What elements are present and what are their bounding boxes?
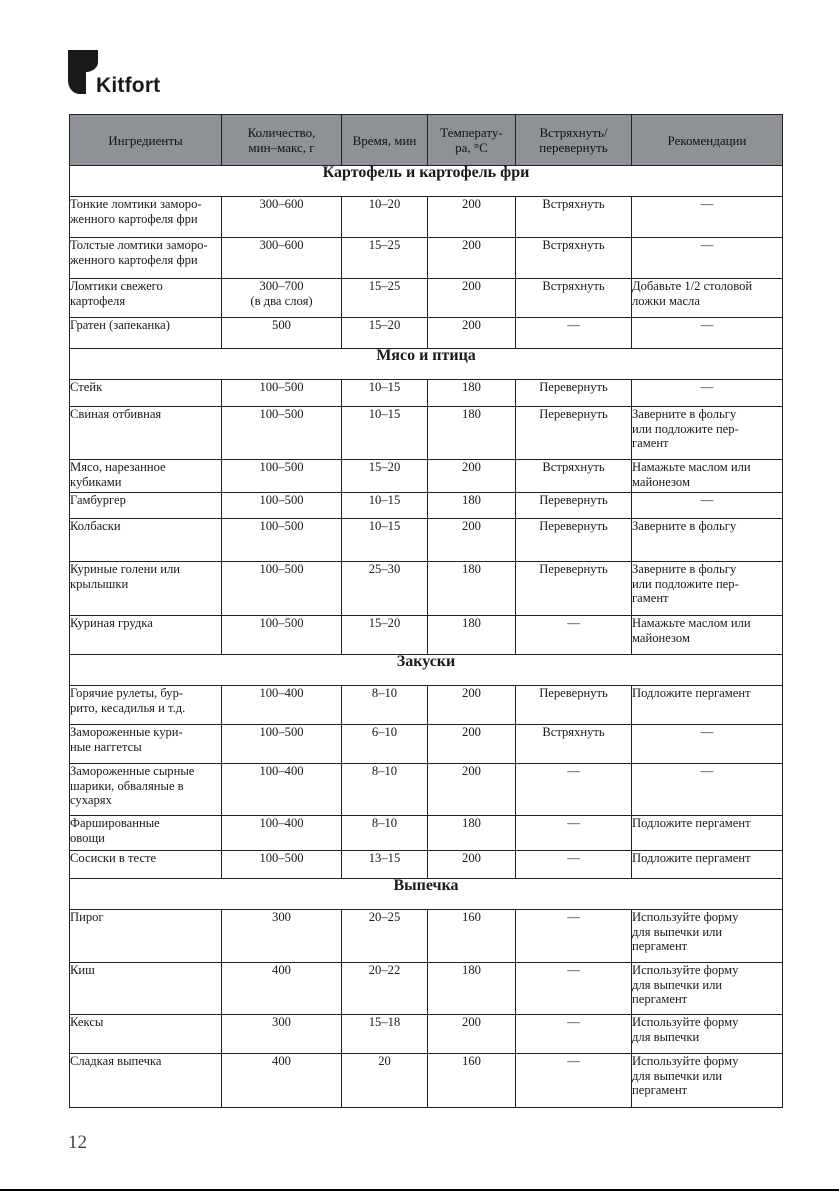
cell-time: 10–15 — [342, 519, 428, 562]
cell-recommendation: Добавьте 1/2 столовой ложки масла — [632, 279, 783, 318]
cell-time: 10–15 — [342, 407, 428, 460]
cell-time: 25–30 — [342, 562, 428, 616]
cell-ingredient: Толстые ломтики заморо- женного картофеля фри — [70, 238, 222, 279]
cell-action: — — [516, 816, 632, 851]
cell-time: 15–18 — [342, 1015, 428, 1054]
cell-quantity: 300 — [222, 910, 342, 963]
cell-time: 15–25 — [342, 238, 428, 279]
cell-ingredient: Гратен (запеканка) — [70, 318, 222, 349]
cell-action: — — [516, 851, 632, 879]
table-row — [70, 725, 783, 764]
section-title: Картофель и картофель фри — [70, 166, 783, 197]
table-row — [70, 318, 783, 349]
cell-temperature: 200 — [428, 238, 516, 279]
cell-ingredient: Гамбургер — [70, 493, 222, 519]
cell-ingredient: Стейк — [70, 380, 222, 407]
table-row — [70, 1015, 783, 1054]
table-row — [70, 562, 783, 616]
cell-quantity: 100–500 — [222, 519, 342, 562]
cell-ingredient: Куриные голени или крылышки — [70, 562, 222, 616]
brand-name: Kitfort — [96, 74, 161, 97]
cell-recommendation: — — [632, 764, 783, 816]
table-row — [70, 764, 783, 816]
cell-time: 15–20 — [342, 460, 428, 493]
cell-time: 15–25 — [342, 279, 428, 318]
section-pastry-row — [70, 879, 783, 910]
cell-time: 8–10 — [342, 816, 428, 851]
cell-quantity: 100–400 — [222, 686, 342, 725]
cell-recommendation: Заверните в фольгу или подложите пер- гамент — [632, 562, 783, 616]
cell-ingredient: Свиная отбивная — [70, 407, 222, 460]
cell-ingredient: Фаршированные овощи — [70, 816, 222, 851]
cell-temperature: 200 — [428, 686, 516, 725]
cell-quantity: 400 — [222, 963, 342, 1015]
cell-recommendation: Используйте форму для выпечки или пергамент — [632, 910, 783, 963]
cell-action: Встряхнуть — [516, 238, 632, 279]
cell-ingredient: Пирог — [70, 910, 222, 963]
cell-temperature: 200 — [428, 197, 516, 238]
header-quantity: Количество, мин–макс, г — [222, 115, 342, 166]
table-row — [70, 616, 783, 655]
header-time: Время, мин — [342, 115, 428, 166]
cell-action: — — [516, 963, 632, 1015]
table-row — [70, 910, 783, 963]
cell-ingredient: Замороженные сырные шарики, обваляные в сухарях — [70, 764, 222, 816]
table-row — [70, 519, 783, 562]
cell-time: 15–20 — [342, 318, 428, 349]
cell-temperature: 200 — [428, 764, 516, 816]
cell-temperature: 160 — [428, 1054, 516, 1108]
cell-ingredient: Сладкая выпечка — [70, 1054, 222, 1108]
cell-temperature: 200 — [428, 1015, 516, 1054]
section-title: Закуски — [70, 655, 783, 686]
cell-recommendation: Подложите пергамент — [632, 686, 783, 725]
cell-time: 20–22 — [342, 963, 428, 1015]
cell-temperature: 200 — [428, 851, 516, 879]
cell-temperature: 180 — [428, 493, 516, 519]
cell-recommendation: Используйте форму для выпечки или пергамент — [632, 963, 783, 1015]
cell-ingredient: Колбаски — [70, 519, 222, 562]
section-snacks-row — [70, 655, 783, 686]
cell-action: Встряхнуть — [516, 725, 632, 764]
cell-action: Перевернуть — [516, 519, 632, 562]
cell-temperature: 180 — [428, 816, 516, 851]
cell-time: 20–25 — [342, 910, 428, 963]
cell-time: 20 — [342, 1054, 428, 1108]
cell-action: Перевернуть — [516, 562, 632, 616]
cell-action: Перевернуть — [516, 380, 632, 407]
table-row — [70, 851, 783, 879]
cell-temperature: 180 — [428, 407, 516, 460]
cell-time: 13–15 — [342, 851, 428, 879]
cell-temperature: 200 — [428, 279, 516, 318]
cell-quantity: 300–700 (в два слоя) — [222, 279, 342, 318]
cell-quantity: 300–600 — [222, 197, 342, 238]
table-row — [70, 1054, 783, 1108]
cell-quantity: 300 — [222, 1015, 342, 1054]
cell-time: 10–20 — [342, 197, 428, 238]
kitfort-logo-mark-icon — [68, 50, 98, 94]
table-header-row — [70, 115, 783, 166]
cell-temperature: 180 — [428, 616, 516, 655]
kitfort-logo — [68, 50, 228, 100]
cell-recommendation: Намажьте маслом или майонезом — [632, 460, 783, 493]
cell-recommendation: Заверните в фольгу — [632, 519, 783, 562]
section-title: Выпечка — [70, 879, 783, 910]
cell-time: 10–15 — [342, 493, 428, 519]
cell-recommendation: Подложите пергамент — [632, 851, 783, 879]
table-row — [70, 380, 783, 407]
table-row — [70, 279, 783, 318]
cell-ingredient: Киш — [70, 963, 222, 1015]
table-row — [70, 238, 783, 279]
cell-recommendation: — — [632, 318, 783, 349]
cell-quantity: 400 — [222, 1054, 342, 1108]
cell-quantity: 100–400 — [222, 816, 342, 851]
cooking-table — [69, 114, 783, 1108]
cell-time: 8–10 — [342, 764, 428, 816]
cell-recommendation: — — [632, 238, 783, 279]
cell-quantity: 100–500 — [222, 851, 342, 879]
cell-recommendation: Используйте форму для выпечки — [632, 1015, 783, 1054]
table-row — [70, 493, 783, 519]
table-row — [70, 816, 783, 851]
header-temperature: Температу- ра, °С — [428, 115, 516, 166]
cell-ingredient: Замороженные кури- ные наггетсы — [70, 725, 222, 764]
cell-action: Перевернуть — [516, 686, 632, 725]
cell-time: 15–20 — [342, 616, 428, 655]
table-row — [70, 963, 783, 1015]
cell-temperature: 180 — [428, 380, 516, 407]
section-title: Мясо и птица — [70, 349, 783, 380]
cell-recommendation: — — [632, 725, 783, 764]
cell-quantity: 500 — [222, 318, 342, 349]
cell-quantity: 100–500 — [222, 380, 342, 407]
cell-quantity: 300–600 — [222, 238, 342, 279]
cell-recommendation: Заверните в фольгу или подложите пер- гамент — [632, 407, 783, 460]
cell-quantity: 100–500 — [222, 460, 342, 493]
header-recommendations: Рекомендации — [632, 115, 783, 166]
cell-ingredient: Кексы — [70, 1015, 222, 1054]
cell-ingredient: Тонкие ломтики заморо- женного картофеля фри — [70, 197, 222, 238]
cell-action: Перевернуть — [516, 493, 632, 519]
table-row — [70, 197, 783, 238]
cell-temperature: 200 — [428, 318, 516, 349]
cell-temperature: 200 — [428, 725, 516, 764]
cell-action: Перевернуть — [516, 407, 632, 460]
cell-recommendation: Намажьте маслом или майонезом — [632, 616, 783, 655]
table-row — [70, 407, 783, 460]
cell-ingredient: Куриная грудка — [70, 616, 222, 655]
cell-quantity: 100–500 — [222, 616, 342, 655]
cell-action: Встряхнуть — [516, 279, 632, 318]
cell-temperature: 200 — [428, 519, 516, 562]
cell-action: — — [516, 764, 632, 816]
table-row — [70, 460, 783, 493]
cell-recommendation: — — [632, 197, 783, 238]
cell-action: Встряхнуть — [516, 460, 632, 493]
cell-recommendation: — — [632, 380, 783, 407]
cell-quantity: 100–500 — [222, 493, 342, 519]
cell-time: 8–10 — [342, 686, 428, 725]
header-shake-flip: Встряхнуть/ перевернуть — [516, 115, 632, 166]
cell-quantity: 100–400 — [222, 764, 342, 816]
cell-temperature: 180 — [428, 963, 516, 1015]
cell-temperature: 180 — [428, 562, 516, 616]
section-meat-row — [70, 349, 783, 380]
cell-action: — — [516, 910, 632, 963]
cell-ingredient: Горячие рулеты, бур- рито, кесадилья и т.д. — [70, 686, 222, 725]
cell-action: — — [516, 616, 632, 655]
header-ingredients: Ингредиенты — [70, 115, 222, 166]
cell-time: 6–10 — [342, 725, 428, 764]
table-body — [70, 166, 783, 1108]
cell-quantity: 100–500 — [222, 407, 342, 460]
cell-recommendation: — — [632, 493, 783, 519]
cell-action: — — [516, 1054, 632, 1108]
cell-temperature: 200 — [428, 460, 516, 493]
cell-ingredient: Сосиски в тесте — [70, 851, 222, 879]
cell-action: — — [516, 1015, 632, 1054]
table-row — [70, 686, 783, 725]
cell-ingredient: Ломтики свежего картофеля — [70, 279, 222, 318]
cell-quantity: 100–500 — [222, 725, 342, 764]
cell-recommendation: Используйте форму для выпечки или пергамент — [632, 1054, 783, 1108]
section-potato-row — [70, 166, 783, 197]
page-number: 12 — [68, 1132, 87, 1153]
cell-recommendation: Подложите пергамент — [632, 816, 783, 851]
cell-quantity: 100–500 — [222, 562, 342, 616]
cell-time: 10–15 — [342, 380, 428, 407]
cell-action: — — [516, 318, 632, 349]
cell-ingredient: Мясо, нарезанное кубиками — [70, 460, 222, 493]
cell-action: Встряхнуть — [516, 197, 632, 238]
cell-temperature: 160 — [428, 910, 516, 963]
